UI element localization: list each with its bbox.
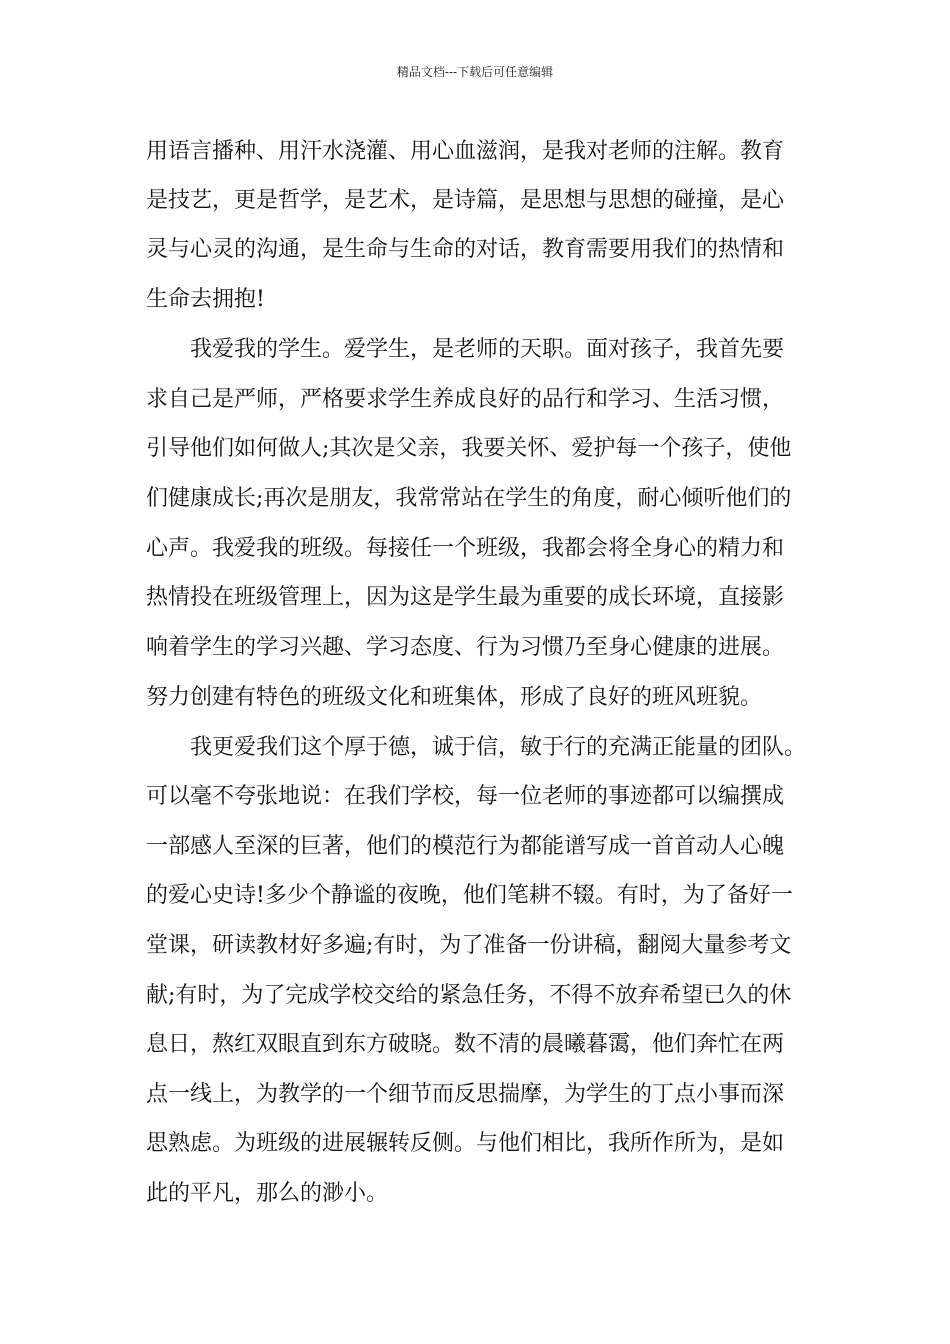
body-line: 热情投在班级管理上，因为这是学生最为重要的成长环境，直接影 [146,585,785,610]
body-line: 思熟虑。为班级的进展辗转反侧。与他们相比，我所作所为，是如 [146,1131,785,1156]
body-line: 堂课，研读教材好多遍;有时，为了准备一份讲稿，翻阅大量参考文 [146,933,792,958]
body-line: 求自己是严师，严格要求学生养成良好的品行和学习、生活习惯， [146,387,785,412]
body-line: 们健康成长;再次是朋友，我常常站在学生的角度，耐心倾听他们的 [146,486,792,511]
body-line: 一部感人至深的巨著，他们的模范行为都能谱写成一首首动人心魄 [146,834,785,859]
body-line: 献;有时，为了完成学校交给的紧急任务，不得不放弃希望已久的休 [146,983,792,1008]
body-line: 可以毫不夸张地说：在我们学校，每一位老师的事迹都可以编撰成 [146,784,785,809]
body-line: 的爱心史诗!多少个静谧的夜晚，他们笔耕不辍。有时，为了备好一 [146,883,793,908]
body-line: 心声。我爱我的班级。每接任一个班级，我都会将全身心的精力和 [146,536,785,561]
body-line: 生命去拥抱! [146,287,265,312]
body-line: 此的平凡，那么的渺小。 [146,1181,389,1206]
body-line: 息日，熬红双眼直到东方破晓。数不清的晨曦暮霭，他们奔忙在两 [146,1032,785,1057]
body-line: 我爱我的学生。爱学生，是老师的天职。面对孩子，我首先要 [190,337,785,362]
body-line: 是技艺，更是哲学，是艺术，是诗篇，是思想与思想的碰撞，是心 [146,188,785,213]
page-header: 精品文档---下载后可任意编辑 [396,65,554,79]
body-line: 我更爱我们这个厚于德，诚于信，敏于行的充满正能量的团队。 [190,735,807,760]
body-line: 灵与心灵的沟通，是生命与生命的对话，教育需要用我们的热情和 [146,237,785,262]
body-line: 响着学生的学习兴趣、学习态度、行为习惯乃至身心健康的进展。 [146,635,785,660]
body-line: 引导他们如何做人;其次是父亲，我要关怀、爱护每一个孩子，使他 [146,436,792,461]
body-line: 努力创建有特色的班级文化和班集体，形成了良好的班风班貌。 [146,685,763,710]
body-line: 点一线上，为教学的一个细节而反思揣摩，为学生的丁点小事而深 [146,1082,785,1107]
body-line: 用语言播种、用汗水浇灌、用心血滋润，是我对老师的注解。教育 [146,139,785,164]
